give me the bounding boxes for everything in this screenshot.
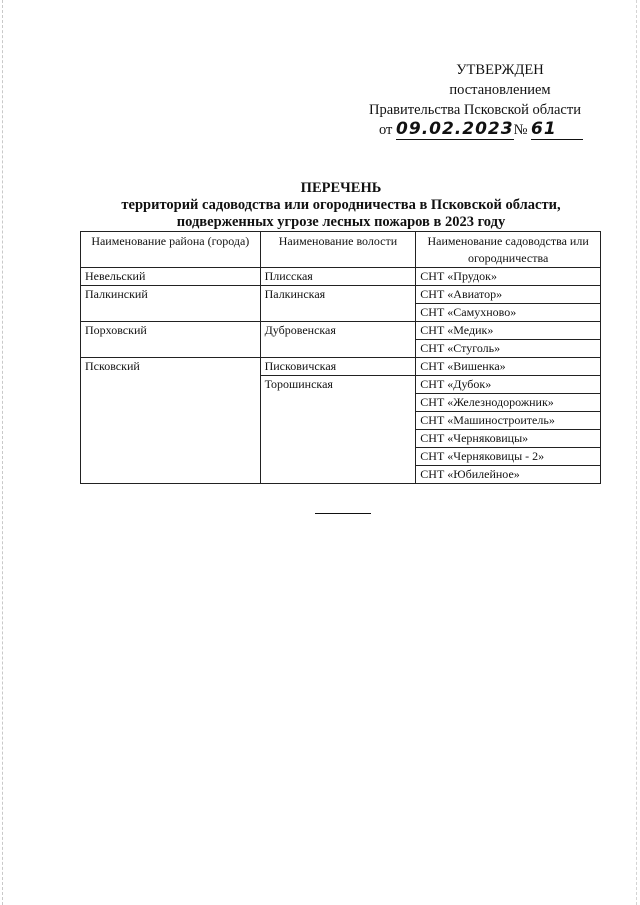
district-cell: Невельский bbox=[81, 268, 261, 286]
heading-title: ПЕРЕЧЕНЬ bbox=[300, 180, 382, 196]
approval-date-number bbox=[355, 120, 595, 140]
handwritten-date bbox=[396, 120, 514, 140]
table-row bbox=[81, 322, 601, 340]
end-of-document-dash bbox=[315, 513, 371, 514]
snt-cell: СНТ «Юбилейное» bbox=[416, 466, 601, 484]
heading-subtitle-1: территорий садоводства или огородничества в Псковской области, bbox=[121, 197, 561, 213]
scan-edge-left bbox=[2, 0, 4, 905]
number-value: 61 bbox=[531, 119, 557, 139]
volost-cell: Дубровенская bbox=[260, 322, 416, 358]
snt-cell: СНТ «Машиностроитель» bbox=[416, 412, 601, 430]
date-value: 09.02.2023 bbox=[396, 119, 514, 139]
volost-cell: Плисская bbox=[260, 268, 416, 286]
snt-cell: СНТ «Прудок» bbox=[416, 268, 601, 286]
document-heading bbox=[80, 180, 602, 232]
approval-block bbox=[355, 60, 595, 140]
scan-edge-right bbox=[636, 0, 638, 905]
table-row bbox=[81, 286, 601, 304]
district-cell: Палкинский bbox=[81, 286, 261, 322]
snt-cell: СНТ «Черняковицы» bbox=[416, 430, 601, 448]
approval-by: постановлением bbox=[449, 82, 551, 98]
volost-cell: Палкинская bbox=[260, 286, 416, 322]
snt-cell: СНТ «Вишенка» bbox=[416, 358, 601, 376]
snt-cell: СНТ «Авиатор» bbox=[416, 286, 601, 304]
district-cell: Порховский bbox=[81, 322, 261, 358]
territories-table bbox=[80, 231, 601, 484]
header-volost: Наименование волости bbox=[260, 232, 416, 268]
snt-cell: СНТ «Самухново» bbox=[416, 304, 601, 322]
district-cell: Псковский bbox=[81, 358, 261, 484]
table-row bbox=[81, 268, 601, 286]
number-label: № bbox=[513, 122, 528, 138]
header-snt: Наименование садоводства или огородничества bbox=[416, 232, 601, 268]
snt-cell: СНТ «Черняковицы - 2» bbox=[416, 448, 601, 466]
volost-cell: Торошинская bbox=[260, 376, 416, 484]
snt-cell: СНТ «Дубок» bbox=[416, 376, 601, 394]
from-label: от bbox=[379, 122, 393, 138]
snt-cell: СНТ «Медик» bbox=[416, 322, 601, 340]
approval-title: УТВЕРЖДЕН bbox=[456, 62, 544, 78]
handwritten-number bbox=[531, 120, 583, 140]
table-row bbox=[81, 358, 601, 376]
heading-subtitle-2: подверженных угрозе лесных пожаров в 2023 году bbox=[176, 214, 506, 230]
snt-cell: СНТ «Стуголь» bbox=[416, 340, 601, 358]
volost-cell: Писковичская bbox=[260, 358, 416, 376]
snt-cell: СНТ «Железнодорожник» bbox=[416, 394, 601, 412]
table-header-row bbox=[81, 232, 601, 268]
header-district: Наименование района (города) bbox=[81, 232, 261, 268]
approval-authority: Правительства Псковской области bbox=[369, 102, 581, 118]
